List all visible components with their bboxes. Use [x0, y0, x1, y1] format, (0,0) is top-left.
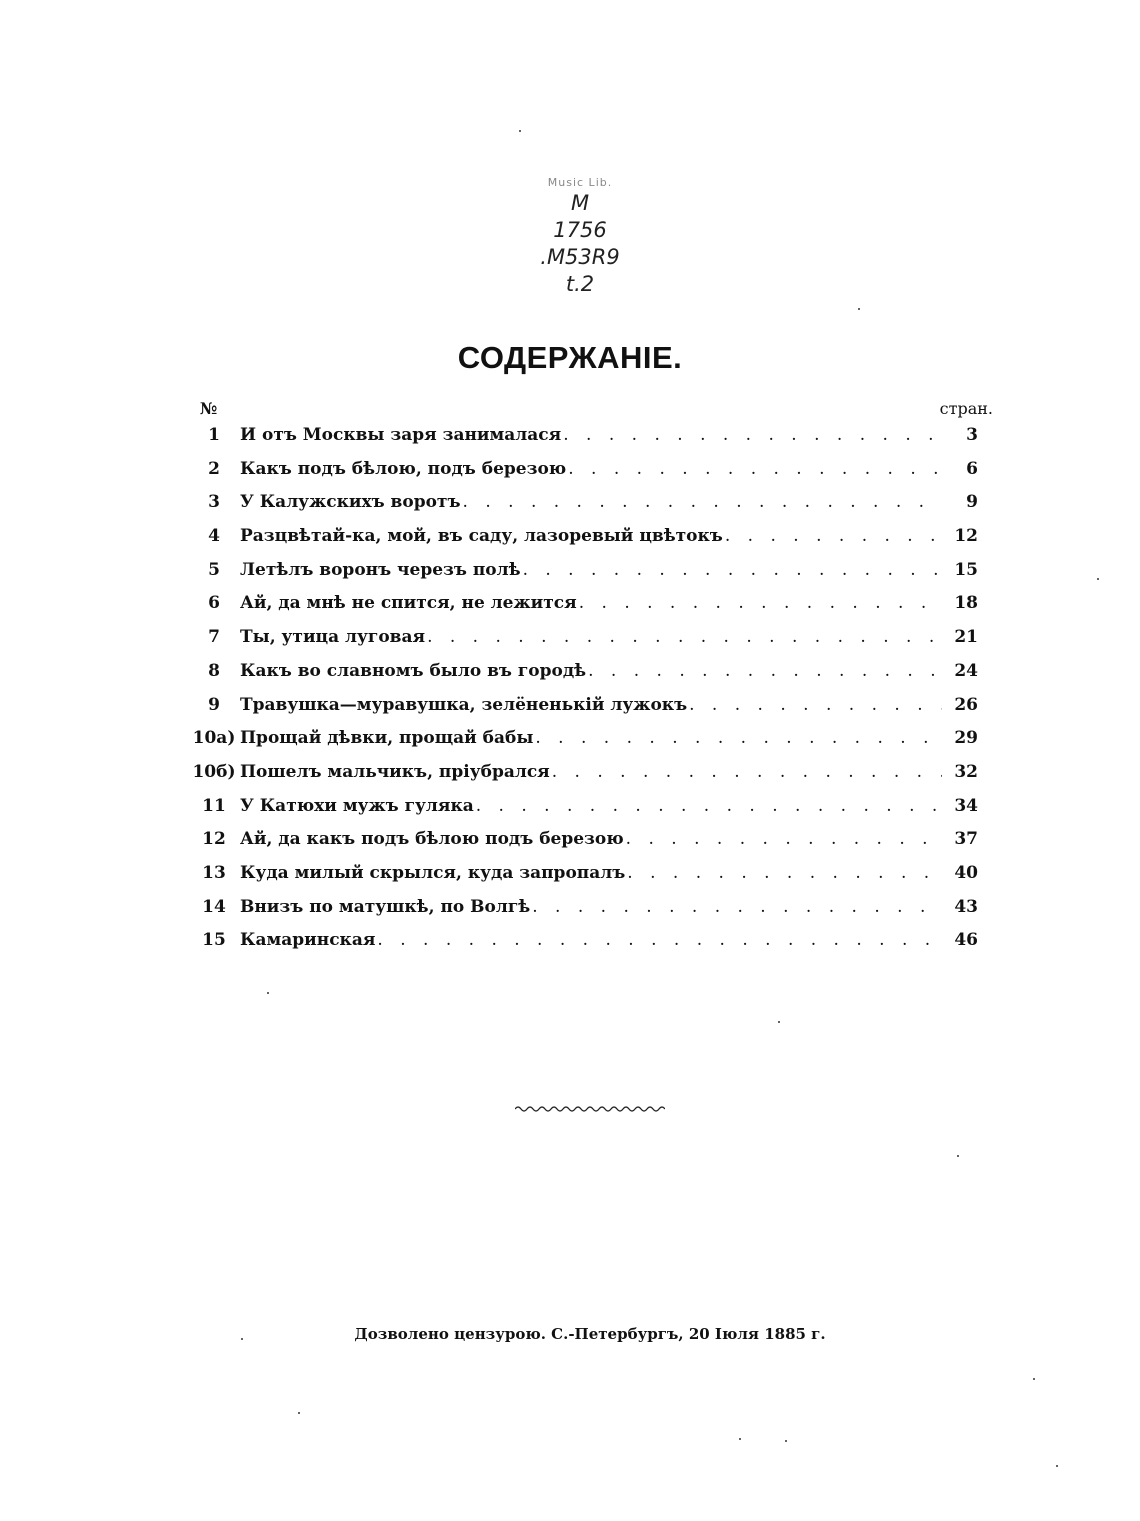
scan-speck	[1033, 1378, 1035, 1380]
scan-speck	[957, 1155, 959, 1157]
scan-speck	[298, 1412, 300, 1414]
entry-page: 9	[966, 492, 978, 513]
entry-title: Прощай дѣвки, прощай бабы	[240, 728, 534, 749]
entry-number: 14	[202, 896, 226, 917]
entry-title: И отъ Москвы заря занималася	[240, 425, 562, 445]
entry-page: 34	[954, 795, 978, 816]
toc-entry	[188, 829, 988, 863]
dot-leader	[568, 459, 942, 479]
dot-leader	[626, 829, 942, 849]
table-of-contents	[188, 397, 993, 964]
toc-entry	[188, 897, 988, 931]
entry-page: 15	[954, 559, 978, 580]
entry-number: 10а)	[192, 728, 236, 749]
call-number-line: 1756	[553, 218, 607, 242]
entry-title: Пошелъ мальчикъ, пріубрался	[240, 761, 550, 782]
call-number-line: t.2	[565, 272, 595, 296]
entry-number: 3	[208, 492, 220, 513]
entry-number: 4	[208, 526, 220, 547]
scan-speck	[739, 1438, 741, 1440]
entry-title: У Калужскихъ воротъ	[240, 492, 461, 513]
entry-number: 12	[202, 829, 226, 850]
toc-entry	[188, 627, 988, 661]
toc-entry	[188, 863, 988, 897]
entry-page: 46	[954, 930, 978, 951]
call-number-line: Music Lib.	[547, 176, 613, 189]
entry-page: 43	[954, 896, 978, 917]
entry-number: 8	[208, 660, 220, 681]
toc-header	[188, 397, 993, 425]
wavy-divider	[515, 1102, 665, 1116]
toc-entry	[188, 560, 988, 594]
scan-speck	[785, 1440, 787, 1442]
dot-leader	[579, 593, 942, 613]
entry-page: 40	[954, 862, 978, 883]
entry-number: 6	[208, 593, 220, 614]
entry-number: 2	[208, 458, 220, 479]
toc-entry	[188, 459, 988, 493]
dot-leader	[563, 425, 942, 445]
entry-page: 21	[954, 627, 978, 648]
entry-number: 1	[208, 425, 220, 445]
entry-title: Камаринская	[240, 930, 376, 951]
scan-speck	[858, 308, 860, 310]
dot-leader	[552, 762, 942, 782]
dot-leader	[535, 728, 942, 748]
entry-page: 3	[966, 425, 978, 445]
entry-number: 15	[202, 930, 226, 951]
toc-entry	[188, 796, 988, 830]
dot-leader	[588, 661, 942, 681]
entry-page: 6	[966, 458, 978, 479]
entry-page: 37	[954, 829, 978, 850]
library-call-number	[525, 176, 635, 298]
toc-entry	[188, 425, 988, 459]
entry-title: Какъ подъ бѣлою, подъ березою	[240, 458, 567, 479]
entry-title: Летѣлъ воронъ черезъ полѣ	[240, 559, 521, 580]
entry-page: 26	[954, 694, 978, 715]
dot-leader	[463, 492, 942, 512]
dot-leader	[627, 863, 942, 883]
scan-speck	[1097, 578, 1099, 580]
entry-page: 12	[954, 526, 978, 547]
entry-title: У Катюхи мужъ гуляка	[240, 795, 474, 816]
entry-page: 29	[954, 728, 978, 749]
entry-title: Внизъ по матушкѣ, по Волгѣ	[240, 896, 531, 917]
number-column-header: №	[200, 399, 218, 418]
entry-page: 24	[954, 660, 978, 681]
dot-leader	[532, 897, 942, 917]
dot-leader	[377, 930, 942, 950]
entry-title: Какъ во славномъ было въ городѣ	[240, 660, 587, 681]
entry-page: 32	[954, 761, 978, 782]
entry-number: 5	[208, 559, 220, 580]
dot-leader	[427, 627, 942, 647]
entry-number: 10б)	[192, 761, 236, 782]
toc-entry	[188, 593, 988, 627]
entry-title: Травушка—муравушка, зелёненькій лужокъ	[240, 694, 688, 715]
entry-number: 9	[208, 694, 220, 715]
scan-speck	[1056, 1465, 1058, 1467]
entry-title: Ай, да какъ подъ бѣлою подъ березою	[240, 829, 624, 850]
entry-title: Ты, утица луговая	[240, 627, 426, 648]
toc-entry	[188, 762, 988, 796]
call-number-line: M	[570, 191, 590, 215]
call-number-line: .M53R9	[540, 245, 620, 269]
censorship-imprint: Дозволено цензурою. С.-Петербургъ, 20 Іюля 1885 г.	[354, 1325, 826, 1343]
page-title: СОДЕРЖАНІЕ.	[457, 340, 683, 375]
dot-leader	[725, 526, 942, 546]
toc-entry	[188, 930, 988, 964]
entry-page: 18	[954, 593, 978, 614]
toc-entry	[188, 526, 988, 560]
scan-speck	[267, 992, 269, 994]
scan-speck	[778, 1021, 780, 1023]
dot-leader	[476, 796, 942, 816]
toc-entry	[188, 661, 988, 695]
dot-leader	[523, 560, 942, 580]
toc-entry	[188, 492, 988, 526]
dot-leader	[689, 695, 942, 715]
entry-title: Куда милый скрылся, куда запропалъ	[240, 862, 626, 883]
scan-speck	[519, 130, 521, 132]
page-column-header: стран.	[939, 399, 993, 418]
entry-title: Разцвѣтай-ка, мой, въ саду, лазоревый цвѣтокъ	[240, 526, 723, 547]
toc-entry	[188, 695, 988, 729]
entry-number: 7	[208, 627, 220, 648]
entry-number: 13	[202, 862, 226, 883]
entry-title: Ай, да мнѣ не спится, не лежится	[240, 593, 577, 614]
entry-number: 11	[202, 795, 226, 816]
toc-entry	[188, 728, 988, 762]
